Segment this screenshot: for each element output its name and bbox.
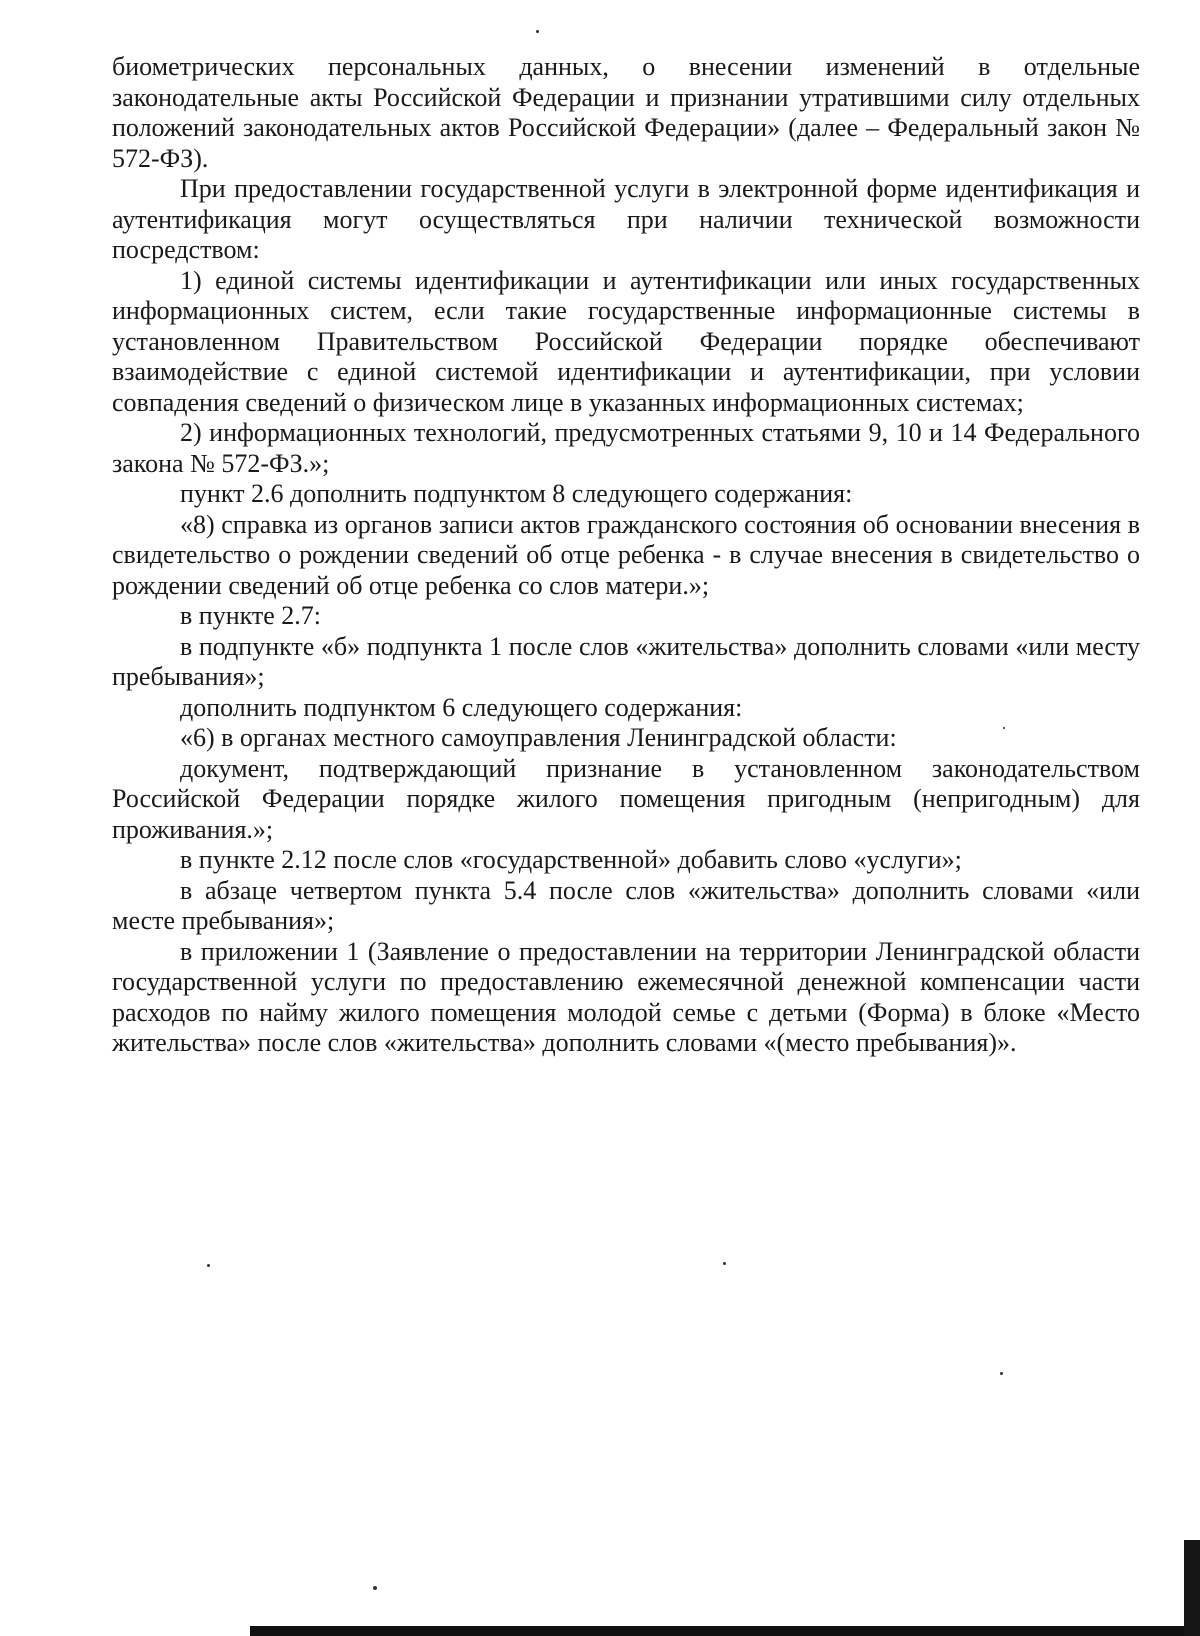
scan-edge-right — [1184, 1540, 1200, 1636]
paragraph-1: биометрических персональных данных, о внесении изменений в отдельные законодательные акты Российской Федерации и признании утратившими силу отдельных положений законодательных актов Российской Федерации» (далее – Федеральный закон № 572-ФЗ). — [112, 52, 1140, 173]
scan-speck — [1000, 1372, 1003, 1375]
scan-edge-bottom — [250, 1626, 1200, 1636]
scan-speck — [207, 1264, 210, 1267]
scan-speck — [536, 30, 539, 33]
paragraph-6: «8) справка из органов записи актов гражданского состояния об основании внесения в свидетельство о рождении сведений об отце ребенка - в случае внесения в свидетельство о рождении сведений об отце ребенка со слов матери.»; — [112, 509, 1140, 600]
paragraph-14: в приложении 1 (Заявление о предоставлении на территории Ленинградской области государственной услуги по предоставлению ежемесячной денежной компенсации части расходов по найму жилого помещения молодой семье с детьми (Форма) в блоке «Место жительства» после слов «жительства» дополнить словами «(место пребывания)». — [112, 936, 1140, 1057]
scan-speck — [1003, 727, 1005, 729]
paragraph-8: в подпункте «б» подпункта 1 после слов «жительства» дополнить словами «или месту пребывания»; — [112, 631, 1140, 691]
paragraph-12: в пункте 2.12 после слов «государственной» добавить слово «услуги»; — [180, 845, 962, 874]
paragraph-11: документ, подтверждающий признание в установленном законодательством Российской Федерации порядке жилого помещения пригодным (непригодным) для проживания.»; — [112, 753, 1140, 844]
paragraph-5: пункт 2.6 дополнить подпунктом 8 следующего содержания: — [180, 479, 853, 508]
paragraph-3: 1) единой системы идентификации и аутентификации или иных государственных информационных систем, если такие государственные информационные системы в установленном Правительством Российской Федерации порядке обеспечивают взаимодействие с единой системой идентификации и аутентификации, при условии совпадения сведений о физическом лице в указанных информационных системах; — [112, 265, 1140, 417]
scan-speck — [373, 1586, 377, 1590]
scan-speck — [723, 1262, 726, 1265]
document-body — [112, 52, 1140, 1059]
paragraph-9: дополнить подпунктом 6 следующего содержания: — [180, 692, 743, 722]
paragraph-13: в абзаце четвертом пункта 5.4 после слов «жительства» дополнить словами «или месте пребывания»; — [112, 875, 1140, 935]
paragraph-7: в пункте 2.7: — [180, 601, 322, 630]
paragraph-2: При предоставлении государственной услуги в электронной форме идентификация и аутентификация могут осуществляться при наличии технической возможности посредством: — [112, 174, 1140, 264]
paragraph-4: 2) информационных технологий, предусмотренных статьями 9, 10 и 14 Федерального закона № 572-ФЗ.»; — [112, 418, 1140, 478]
paragraph-10: «6) в органах местного самоуправления Ленинградской области: — [180, 723, 897, 752]
